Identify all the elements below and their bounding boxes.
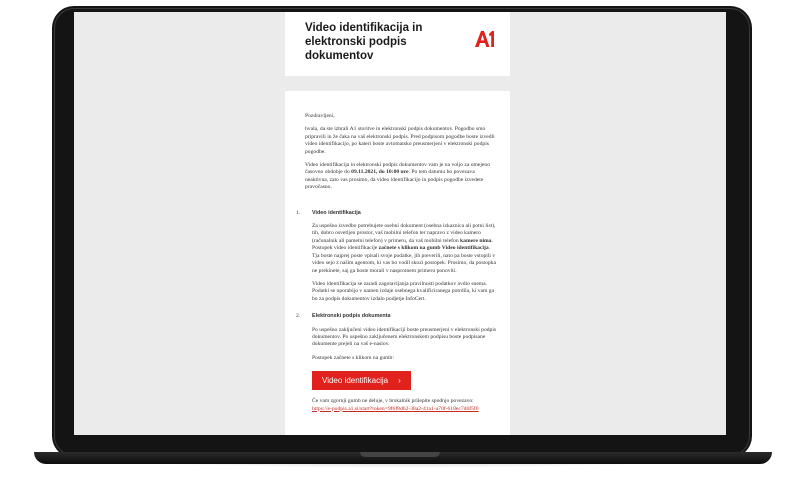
email-greeting: Pozdravljeni, (305, 113, 335, 119)
video-requirements-paragraph: Za uspešno izvedbo potrebujete osebni dokument (osebna izkaznica ali potni list), tih, dobro osvetljen prostor, vaš mobilni telefon ter napravo z video kamero (računalnik ali pametni telefon) v primeru, da vaš mobilni telefon kamere nima. Postopek video identifikacije začnete s klikom na gumb Video identifikacija. Tja boste najprej poste vpisali svoje podatke, jih preverili, nato pa boste vstopili v video sejo z našim agentom, ki vas bo vodil skozi postopek. Prosimo, da postopka ne prekinete, saj ga boste morali v nasprotnem primeru ponoviti. (312, 223, 496, 274)
section-title-signature: Elektronski podpis dokumenta (312, 313, 391, 320)
email-title: Video identifikacija in elektronski podpis dokumentov (305, 22, 423, 62)
deadline-date: 09.11.2021, do 10:00 ure (351, 169, 409, 176)
fallback-text: Če vam zgornji gumb ne deluje, v brskalnik prilepite spodnjo povezavo: https://e-podpis.a1.si/start?token=9f6f8d62-38a2-41a1-a70f-618ec7d6f5f0 (312, 398, 479, 412)
laptop-notch (360, 452, 440, 457)
section-electronic-signature: 2. Elektronski podpis dokumenta Po uspešno zaključeni video identifikaciji boste preusmerjeni v elektronski podpis dokumentov. Po uspešno zaključenem elektronskem podpisu boste podpisane dokumente prejeli na vaš e-naslov. Postopek začnete s klikom na gumb: (296, 313, 497, 361)
email-intro-paragraph: hvala, da ste izbrali A1 storitve in elektronski podpis dokumentov. Pogodbo smo pripravili in že čaka na vaš elektronski podpis. Pred podpisom pogodbe boste izvedli video identifikacijo, po kateri boste avtomatsko preusmerjeni v elektronski podpis pogodbe. (305, 126, 495, 155)
email-header (285, 12, 510, 76)
chevron-right-icon: › (398, 376, 401, 386)
cta-intro: Postopek začnete s klikom na gumb: (312, 354, 394, 361)
video-recording-paragraph: Video identifikacija se zaradi zagotavljanja pravilnosti podatkov avdio snema. Podatki se uporabijo v namen izdaje osebnega kvalificiranega potrdila, ki vam ga bo za podpis dokumentov izdalo podjetje InfoCert. (312, 280, 495, 302)
a1-logo-icon (473, 28, 495, 50)
section-video-identification: 1. Video identifikacija Za uspešno izvedbo potrebujete osebni dokument (osebna izkaznica ali potni list), tih, dobro osvetljen prostor, vaš mobilni telefon ter napravo z video kamero (računalnik ali pametni telefon) v primeru, da vaš mobilni telefon kamere nima. Postopek video identifikacije začnete s klikom na gumb Video identifikacija. Tja boste najprej poste vpisali svoje podatke, jih preverili, nato pa boste vstopili v video sejo z našim agentom, ki vas bo vodil skozi postopek. Prosimo, da postopka ne prekinete, saj ga boste morali v nasprotnem primeru ponoviti. Video identifikacija se zaradi zagotavljanja pravilnosti podatkov avdio snema. Podatki se uporabijo v namen izdaje osebnega kvalificiranega potrdila, ki vam ga bo za podpis dokumentov izdalo podjetje InfoCert. (296, 209, 496, 302)
email-body (285, 91, 510, 435)
email-deadline-paragraph: Video identifikacija in elektronski podpis dokumentov vam je na voljo za omejeno časovno obdobje do 09.11.2021, do 10:00 ure. Po tem datumu bo povezava neaktivna, zato vas prosimo, da video identifikacijo in podpis pogodbe izvedete pravočasno. (305, 162, 490, 191)
signature-paragraph: Po uspešno zaključeni video identifikaciji boste preusmerjeni v elektronski podpis dokumentov. Po uspešno zaključenem elektronskem podpisu boste podpisane dokumente prejeli na vaš e-naslov. (312, 326, 497, 348)
video-identification-button[interactable]: Video identifikacija › (312, 371, 411, 390)
section-title-video: Video identifikacija (312, 209, 361, 216)
fallback-link[interactable]: https://e-podpis.a1.si/start?token=9f6f8d62-38a2-41a1-a70f-618ec7d6f5f0 (312, 405, 479, 412)
laptop-screen (74, 12, 726, 435)
